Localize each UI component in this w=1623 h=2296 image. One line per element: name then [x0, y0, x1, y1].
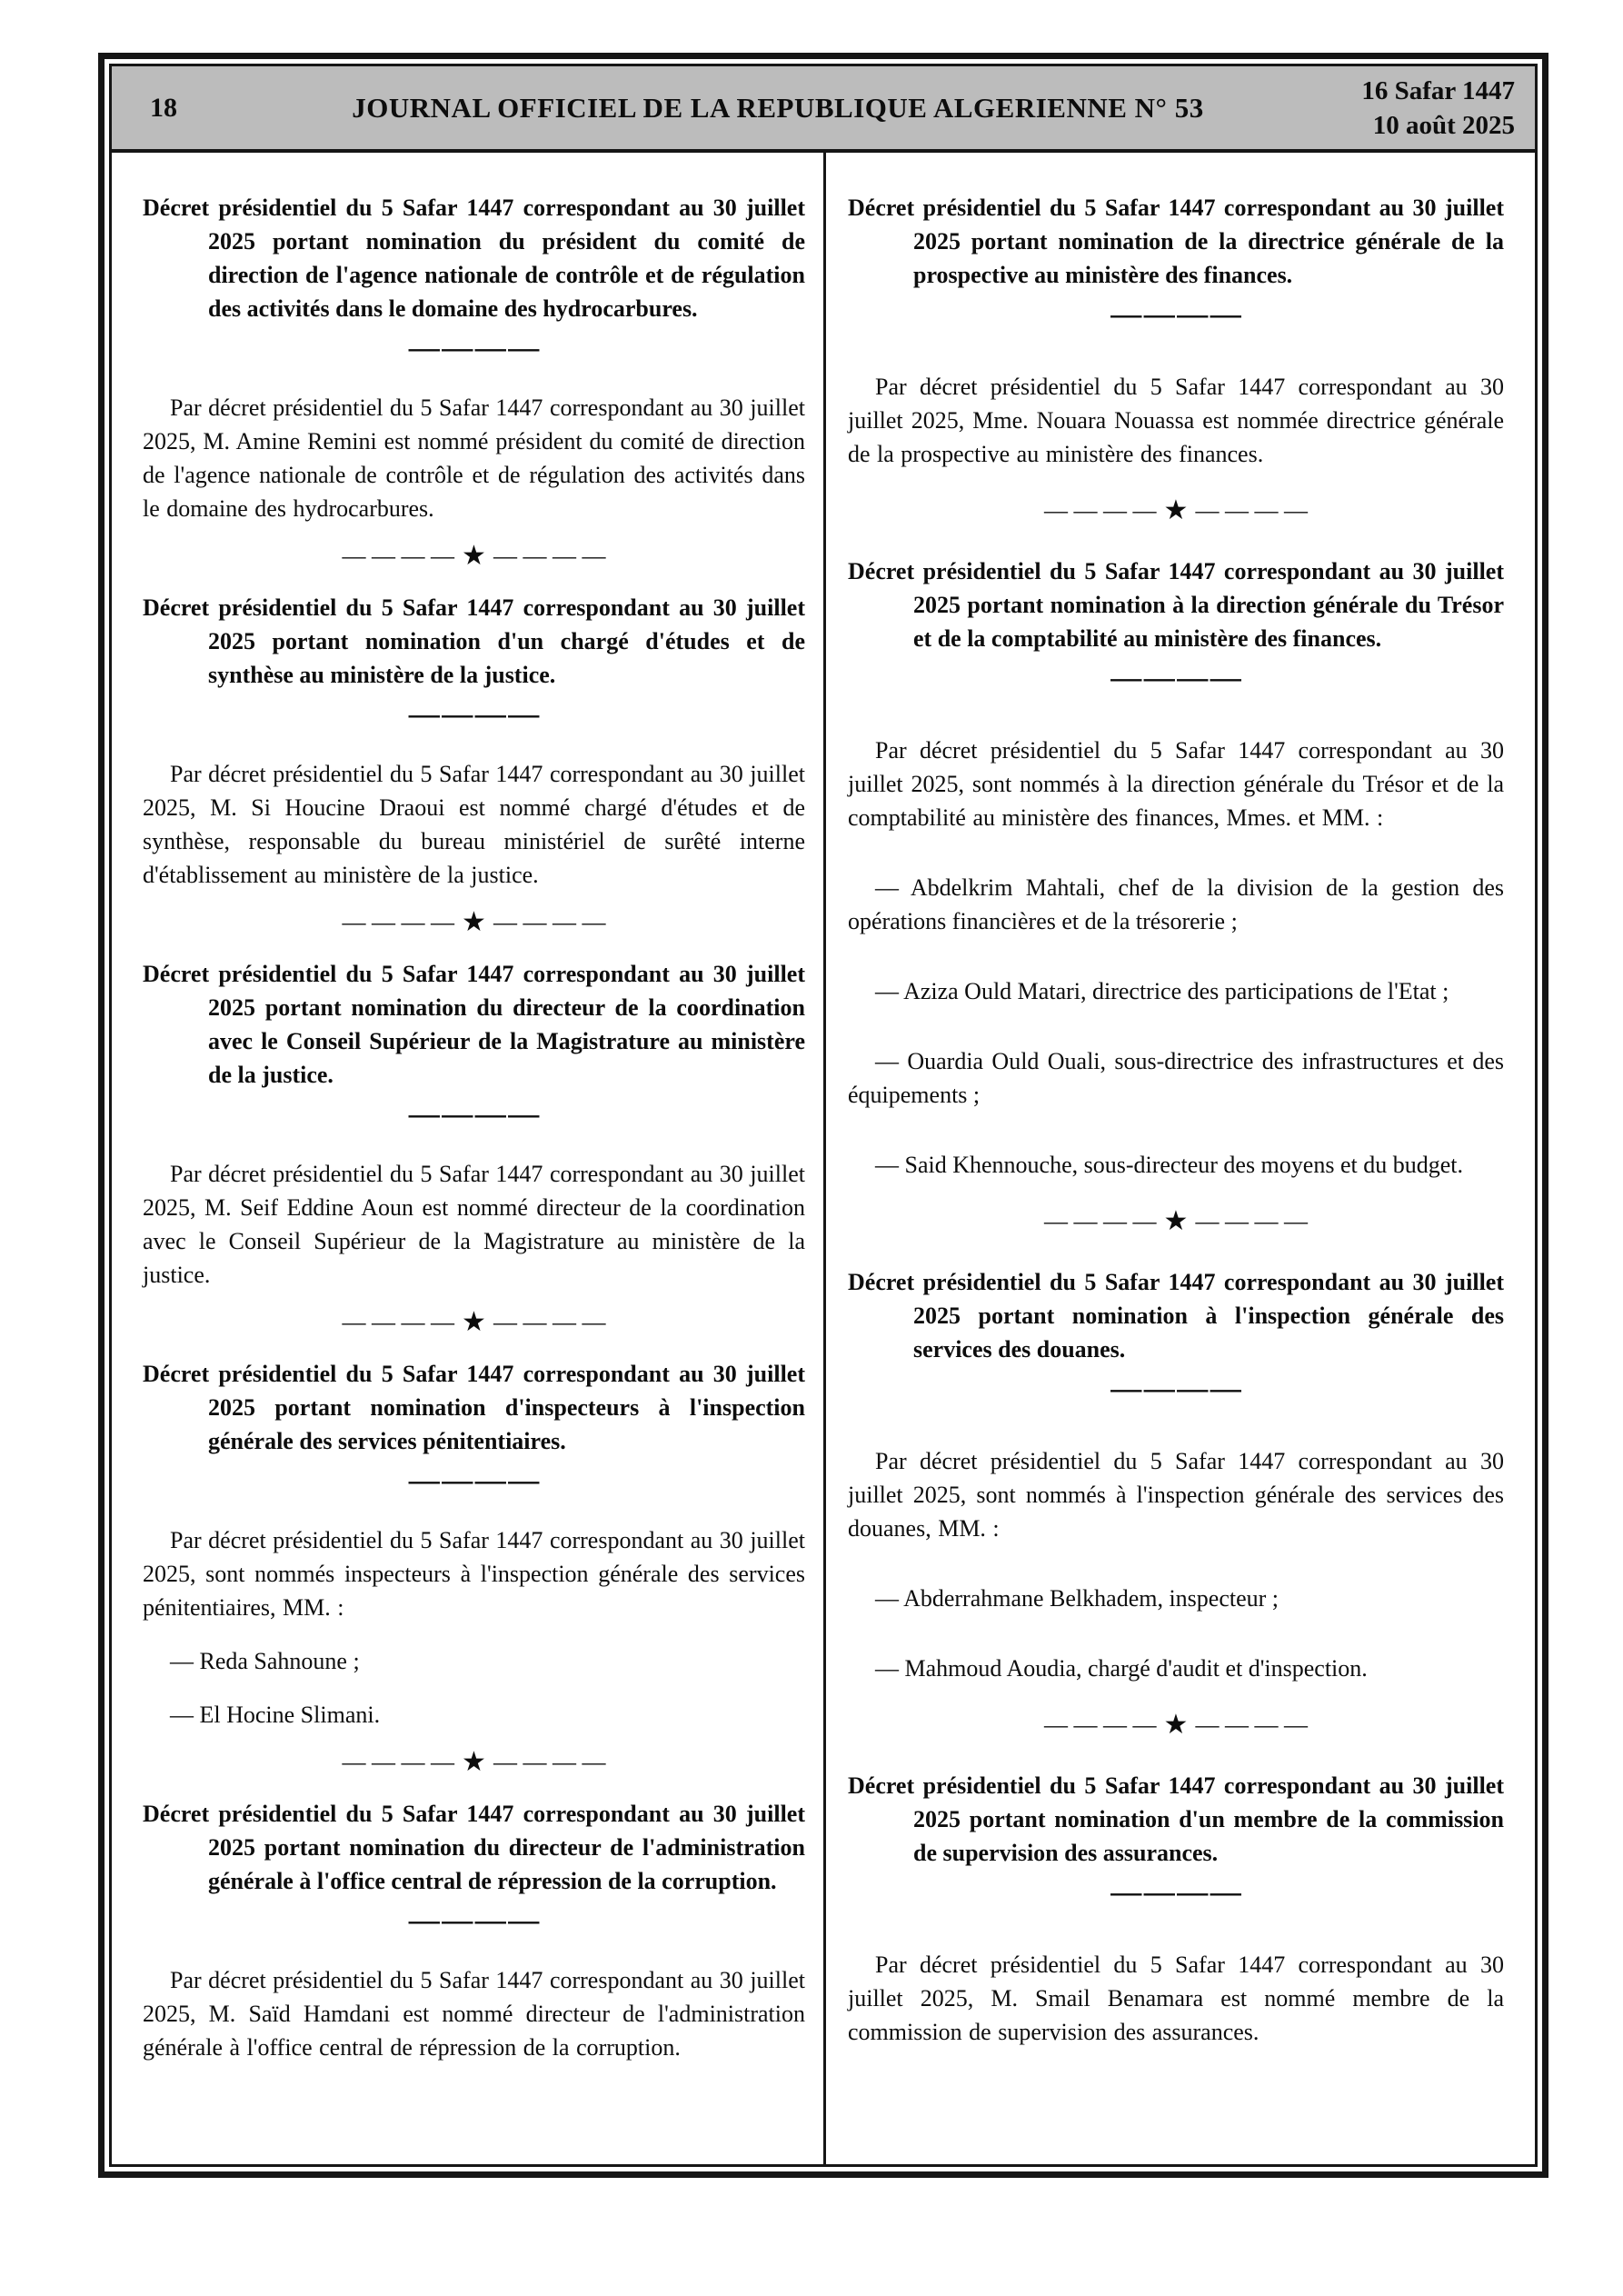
star-separator: — — — — ★ — — — — [1044, 1206, 1308, 1236]
decree-article [143, 191, 805, 573]
star-icon: ★ [462, 1307, 486, 1337]
nominee-list-item: — Mahmoud Aoudia, chargé d'audit et d'inspection. [875, 1655, 1368, 1682]
decree-body: Par décret présidentiel du 5 Safar 1447 correspondant au 30 juillet 2025, sont nommés inspecteurs à l'inspection générale des services pénitentiaires, MM. : [143, 1527, 805, 1621]
dash-separator: — — — — [1110, 1875, 1241, 1909]
star-separator: — — — — ★ — — — — [342, 1307, 606, 1337]
decree-title: Décret présidentiel du 5 Safar 1447 correspondant au 30 juillet 2025 portant nomination d'un chargé d'études et de synthèse au ministère de la justice. [143, 594, 805, 688]
nominee-list-item: — Aziza Ould Matari, directrice des participations de l'Etat ; [875, 978, 1449, 1004]
journal-dates [1297, 74, 1515, 143]
decree-title: Décret présidentiel du 5 Safar 1447 correspondant au 30 juillet 2025 portant nomination d'un membre de la commission de supervision des assurances. [848, 1772, 1504, 1866]
journal-title: JOURNAL OFFICIEL DE LA REPUBLIQUE ALGERIENNE N° 53 [352, 91, 1204, 124]
star-icon: ★ [1163, 1206, 1189, 1236]
decree-body: Par décret présidentiel du 5 Safar 1447 correspondant au 30 juillet 2025, M. Amine Remini est nommé président du comité de direction de l'agence nationale de contrôle et de régulation des activités dans le domaine des hydrocarbures. [143, 394, 805, 522]
decree-body: Par décret présidentiel du 5 Safar 1447 correspondant au 30 juillet 2025, M. Smail Benamara est nommé membre de la commission de supervision des assurances. [848, 1952, 1504, 2045]
nominee-list-item: — El Hocine Slimani. [170, 1702, 381, 1728]
decree-body: Par décret présidentiel du 5 Safar 1447 correspondant au 30 juillet 2025, M. Si Houcine Draoui est nommé chargé d'études et de synthèse, responsable du bureau ministériel de surêté interne d'établissement au ministère de la justice. [143, 761, 805, 888]
nominee-list-item: — Reda Sahnoune ; [170, 1648, 360, 1674]
decree-title: Décret présidentiel du 5 Safar 1447 correspondant au 30 juillet 2025 portant nomination du directeur de l'administration générale à l'office central de répression de la corruption. [143, 1801, 805, 1894]
decree-article [143, 1357, 805, 1779]
star-icon: ★ [462, 541, 486, 571]
decree-title: Décret présidentiel du 5 Safar 1447 correspondant au 30 juillet 2025 portant nomination du directeur de la coordination avec le Conseil Supérieur de la Magistrature au ministère de la justice. [143, 961, 805, 1088]
dash-separator: — — — — [1110, 1372, 1241, 1405]
journal-header [112, 66, 1535, 153]
star-icon: ★ [462, 907, 486, 937]
star-separator: — — — — ★ — — — — [342, 541, 606, 571]
decree-title: Décret présidentiel du 5 Safar 1447 correspondant au 30 juillet 2025 portant nomination à la direction générale du Trésor et de la comptabilité au ministère des finances. [848, 558, 1504, 652]
page-frame [98, 53, 1548, 2178]
decree-body: Par décret présidentiel du 5 Safar 1447 correspondant au 30 juillet 2025, sont nommés à la direction générale du Trésor et de la comptabilité au ministère des finances, Mmes. et MM. : [848, 737, 1504, 831]
date-hijri: 16 Safar 1447 [1361, 75, 1515, 105]
dash-separator: — — — — [408, 331, 540, 364]
decree-article [143, 957, 805, 1339]
decree-article [848, 191, 1504, 527]
dash-separator: — — — — [1110, 297, 1241, 331]
right-column [823, 153, 1535, 2164]
star-separator: — — — — ★ — — — — [342, 907, 606, 937]
page-frame-inner [109, 64, 1538, 2167]
nominee-list-item: — Said Khennouche, sous-directeur des moyens et du budget. [875, 1152, 1463, 1178]
decree-body: Par décret présidentiel du 5 Safar 1447 correspondant au 30 juillet 2025, sont nommés à l'inspection générale des services des douanes, MM. : [848, 1448, 1504, 1542]
decree-body: Par décret présidentiel du 5 Safar 1447 correspondant au 30 juillet 2025, Mme. Nouara Nouassa est nommée directrice générale de la prospective au ministère des finances. [848, 374, 1504, 467]
dash-separator: — — — — [1110, 661, 1241, 694]
nominee-list-item: — Abdelkrim Mahtali, chef de la division de la gestion des opérations financières et de la trésorerie ; [848, 874, 1504, 934]
left-column [112, 153, 823, 2164]
decree-body: Par décret présidentiel du 5 Safar 1447 correspondant au 30 juillet 2025, M. Saïd Hamdani est nommé directeur de l'administration générale à l'office central de répression de la corruption. [143, 1967, 805, 2061]
date-gregorian: 10 août 2025 [1372, 110, 1515, 140]
decree-article [848, 1265, 1504, 1742]
decree-title: Décret présidentiel du 5 Safar 1447 correspondant au 30 juillet 2025 portant nomination de la directrice générale de la prospective au ministère des finances. [848, 195, 1504, 288]
decree-article [143, 591, 805, 939]
star-separator: — — — — ★ — — — — [1044, 1710, 1308, 1740]
decree-article [848, 1769, 1504, 2049]
star-icon: ★ [462, 1747, 486, 1777]
star-icon: ★ [1163, 495, 1189, 525]
two-column-body [112, 153, 1535, 2164]
decree-body: Par décret présidentiel du 5 Safar 1447 correspondant au 30 juillet 2025, M. Seif Eddine Aoun est nommé directeur de la coordination avec le Conseil Supérieur de la Magistrature au ministère de la justice. [143, 1161, 805, 1288]
dash-separator: — — — — [408, 697, 540, 731]
nominee-list-item: — Abderrahmane Belkhadem, inspecteur ; [875, 1585, 1279, 1612]
star-separator: — — — — ★ — — — — [342, 1747, 606, 1777]
dash-separator: — — — — [408, 1903, 540, 1937]
page-number: 18 [150, 92, 177, 123]
decree-article [143, 1797, 805, 2064]
nominee-list-item: — Ouardia Ould Ouali, sous-directrice des infrastructures et des équipements ; [848, 1048, 1504, 1108]
decree-title: Décret présidentiel du 5 Safar 1447 correspondant au 30 juillet 2025 portant nomination à l'inspection générale des services des douanes. [848, 1269, 1504, 1363]
star-icon: ★ [1163, 1710, 1189, 1740]
dash-separator: — — — — [408, 1463, 540, 1497]
decree-title: Décret présidentiel du 5 Safar 1447 correspondant au 30 juillet 2025 portant nomination d'inspecteurs à l'inspection générale des services pénitentiaires. [143, 1361, 805, 1454]
dash-separator: — — — — [408, 1097, 540, 1131]
decree-title: Décret présidentiel du 5 Safar 1447 correspondant au 30 juillet 2025 portant nomination du président du comité de direction de l'agence nationale de contrôle et de régulation des activités dans le domaine des hydrocarbures. [143, 195, 805, 322]
star-separator: — — — — ★ — — — — [1044, 495, 1308, 525]
decree-article [848, 554, 1504, 1238]
